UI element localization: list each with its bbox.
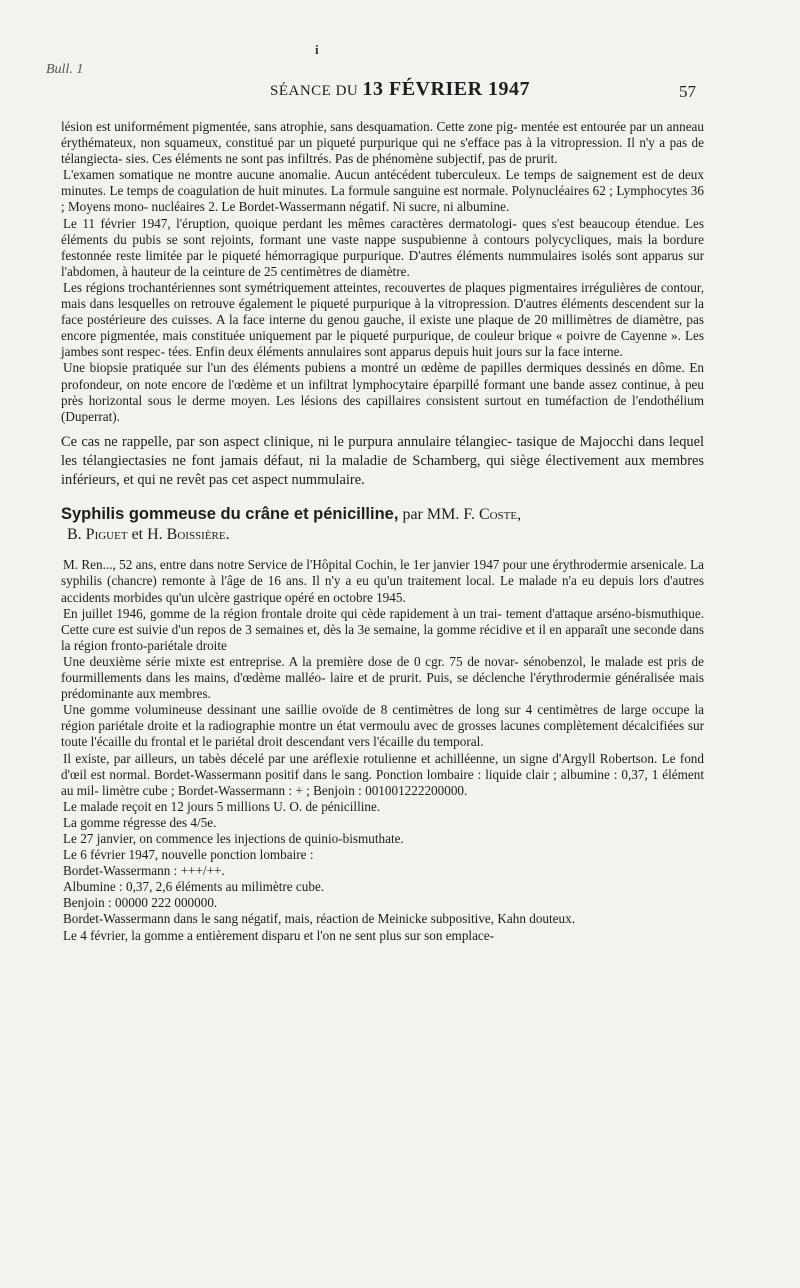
paragraph: La gomme régresse des 4/5e.: [63, 814, 217, 830]
running-header-date: 13 FÉVRIER 1947: [362, 78, 531, 100]
paragraph: Une gomme volumineuse dessinant une saillie ovoïde de 8 centimètres de long sur 4 centimètres de large occupe la région pariétale droite et la radiographie montre un état vermoulu avec de grosses lacunes complètement décalcifiées sur toute l'écaille du frontal et le pariétal droit descendant vers l'écaille du temporal.: [61, 702, 704, 750]
paragraph: Les régions trochantériennes sont symétriquement atteintes, recouvertes de plaques pigmentaires irrégulières de contour, mais dans lesquelles on retrouve également le piqueté purpurique à la vitropression. D'autres éléments descendent sur la face postérieure des cuisses. A la face interne du genou gauche, il existe une plaque de 20 millimètres de diamètre, pas encore pigmentée, mais constituée uniquement par le piqueté purpurique, de couleur brique « poivre de Cayenne ». Les jambes sont respec- tées. Enfin deux éléments annulaires sont apparus depuis huit jours sur la face interne.: [61, 279, 704, 360]
article-by: par MM.: [402, 506, 460, 524]
paragraph: Une biopsie pratiquée sur l'un des éléments pubiens a montré un œdème de papilles dermiques dessinés en dôme. En profondeur, on note encore de l'œdème et un infiltrat lymphocytaire éparpillé formant une bande assez continue, à peu près horizontal sous le derme moyen. Les lésions des capillaires consistent surtout en tuméfaction de l'endothélium (Duperrat).: [61, 360, 704, 424]
paragraph: Le 27 janvier, on commence les injections de quinio-bismuthate.: [63, 830, 404, 846]
paragraph: M. Ren..., 52 ans, entre dans notre Service de l'Hôpital Cochin, le 1er janvier 1947 pour une érythrodermie arsenicale. La syphilis (chancre) remonte à l'âge de 16 ans. Il n'y a eu qu'un traitement local. Le malade n'a eu depuis lors d'autres accidents morbides qu'un ulcère gastrique opéré en octobre 1945.: [61, 557, 704, 605]
paragraph: Benjoin : 00000 222 000000.: [63, 895, 218, 911]
author-name: B. Piguet: [67, 526, 128, 544]
paragraph: En juillet 1946, gomme de la région frontale droite qui cède rapidement à un trai- tement d'attaque arséno-bismuthique. Cette cure est suivie d'un repos de 3 semaines et, dès la 3e semaine, la gomme récidive et il en apparaît une seconde dans la région fronto-pariétale droite: [61, 605, 704, 653]
article-and: et: [131, 526, 144, 544]
paragraph: lésion est uniformément pigmentée, sans atrophie, sans desquamation. Cette zone pig- mentée est entourée par un anneau érythémateux, non squameux, constitué par un piqueté purpurique qui ne s'efface pas à la vitropression. Il n'y a pas de télangiecta- sies. Ces éléments ne sont pas infiltrés. Pas de phénomène subjectif, pas de prurit.: [61, 119, 704, 167]
text-column: [61, 119, 704, 944]
paragraph: Le 4 février, la gomme a entièrement disparu et l'on ne sent plus sur son emplace-: [63, 927, 495, 943]
article-body: [61, 557, 704, 943]
paragraph: Le malade reçoit en 12 jours 5 millions U. O. de pénicilline.: [63, 798, 381, 814]
paragraph: Le 6 février 1947, nouvelle ponction lombaire :: [63, 847, 314, 863]
handwritten-annotation: Bull. 1: [46, 62, 84, 77]
author-name: F. Coste,: [463, 506, 522, 524]
author-name: H. Boissière.: [147, 526, 230, 544]
paragraph: Albumine : 0,37, 2,6 éléments au milimètre cube.: [63, 879, 325, 895]
case-report-continuation: [61, 119, 704, 425]
conclusion-paragraph: Ce cas ne rappelle, par son aspect clinique, ni le purpura annulaire télangiec- tasique de Majocchi dans lequel les télangiectasies ne font jamais défaut, ni la maladie de Schamberg, qui siège électivement aux membres inférieurs, et qui ne revêt pas cet aspect nummulaire.: [61, 433, 704, 489]
paragraph: L'examen somatique ne montre aucune anomalie. Aucun antécédent tuberculeux. Le temps de saignement est de deux minutes. Le temps de coagulation de huit minutes. La formule sanguine est normale. Polynucléaires 62 ; Lymphocytes 36 ; Moyens mono- nucléaires 2. Le Bordet-Wassermann négatif. Ni sucre, ni albumine.: [61, 167, 704, 215]
paragraph: Bordet-Wassermann dans le sang négatif, mais, réaction de Meinicke subpositive, Kahn douteux.: [63, 911, 576, 927]
ink-mark: i: [315, 42, 319, 57]
article-heading: [61, 504, 704, 545]
paragraph: Une deuxième série mixte est entreprise. A la première dose de 0 cgr. 75 de novar- sénobenzol, le malade est pris de fourmillements dans les mains, d'œdème malléo- laire et de prurit. Puis, se déclenche l'érythrodermie généralisée mais prédominante aux membres.: [61, 653, 704, 702]
paragraph: Le 11 février 1947, l'éruption, quoique perdant les mêmes caractères dermatologi- ques s'est beaucoup étendue. Les éléments du pubis se sont rejoints, formant une vaste nappe suspubienne à contours polycycliques, mais la bordure festonnée reste limitée par le piqueté hémorragique purpurique. D'autres éléments nummulaires isolés sont apparus sur l'abdomen, à hauteur de la ceinture de 25 centimètres de diamètre.: [61, 215, 704, 279]
page-number: 57: [679, 82, 696, 101]
paragraph: Bordet-Wassermann : +++/++.: [63, 863, 225, 879]
running-header-prefix: SÉANCE DU: [269, 83, 359, 99]
article-title: Syphilis gommeuse du crâne et pénicilline,: [61, 505, 399, 524]
paragraph: Il existe, par ailleurs, un tabès décelé par une aréflexie rotulienne et achilléenne, un signe d'Argyll Robertson. Le fond d'œil est normal. Bordet-Wassermann positif dans le sang. Ponction lombaire : liquide clair ; albumine : 0,37, 1 élément au mil- limètre cube ; Bordet-Wassermann : + ; Benjoin : 001001222200000.: [61, 750, 704, 798]
